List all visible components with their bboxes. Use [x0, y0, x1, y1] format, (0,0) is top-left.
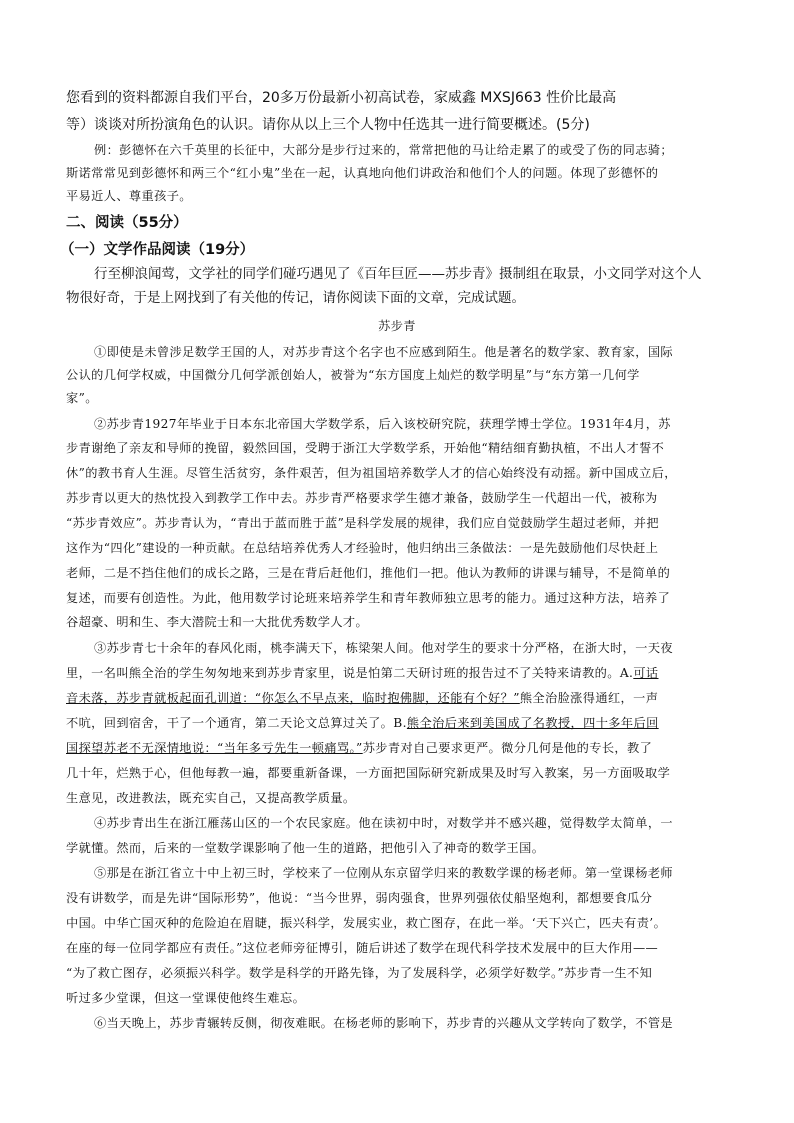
- section-subtitle: （一）文学作品阅读（19分）: [60, 242, 255, 258]
- p3-line-5-text: 苏步青对自己要求更严。微分几何是他的专长，教了: [362, 741, 653, 755]
- example-line-1: 例：彭德怀在六千英里的长征中，大部分是步行过来的，常常把他的马让给走累了的或受了伤的同志骑；: [94, 143, 674, 157]
- p3-line-6: 几十年，烂熟于心，但他每教一遍，都要重新备课，一方面把国际研究新成果及时写入教案，另一方面吸取学: [66, 766, 671, 780]
- example-line-2: 斯诺常常见到彭德怀和两三个“红小鬼”坐在一起，认真地向他们讲政治和他们个人的问题。体现了彭德怀的: [66, 166, 659, 180]
- p3-line-2-underlined: 可话: [633, 666, 659, 680]
- p2-line-5: “苏步青效应”。苏步青认为，“青出于蓝而胜于蓝”是科学发展的规律，我们应自觉鼓励学生超过老师，并把: [66, 516, 659, 530]
- p3-line-4-underlined: 熊全治后来到美国成了名教授，四十多年后回: [406, 716, 659, 730]
- p3-line-4: [66, 713, 730, 733]
- p2-line-2: 步青谢绝了亲友和导师的挽留，毅然回国，受聘于浙江大学数学系，开始他“精结细育勤执植，不出人才誓不: [66, 441, 665, 455]
- intro-line-1: 行至柳浪闻莺，文学社的同学们碰巧遇见了《百年巨匠——苏步青》摄制组在取景，小文同学对这个人: [94, 266, 702, 282]
- p3-line-3-text: 熊全治脸涨得通红，一声: [519, 691, 659, 705]
- p3-line-3: [66, 688, 730, 708]
- header-line-1: 您看到的资料都源自我们平台，20多万份最新小初高试卷，家威鑫 MXSJ663 性价比最高: [66, 90, 617, 106]
- p1-line-1: ①即使是未曾涉足数学王国的人，对苏步青这个名字也不应感到陌生。他是著名的数学家、教育家，国际: [94, 345, 674, 359]
- p3-line-5-underlined: 国探望苏老不无深情地说：“当年多亏先生一顿痛骂。”: [66, 741, 363, 755]
- p2-line-6: 这作为“四化”建设的一种贡献。在总结培养优秀人才经验时，他归纳出三条做法：一是先鼓励他们尽快赶上: [66, 541, 659, 555]
- p6-line-1: ⑥当天晚上，苏步青辗转反侧，彻夜难眠。在杨老师的影响下，苏步青的兴趣从文学转向了数学，不管是: [94, 1016, 674, 1030]
- p4-line-2: 学就懂。然而，后来的一堂数学课影响了他一生的道路，把他引入了神奇的数学王国。: [66, 841, 545, 855]
- p3-line-3-underlined: 音未落，苏步青就板起面孔训道：“你怎么不早点来，临时抱佛脚，还能有个好？”: [66, 691, 520, 705]
- p3-line-2-text: 里，一名叫熊全治的学生匆匆地来到苏步青家里，说是怕第二天研讨班的报告过不了关特来请教的。A.: [66, 666, 634, 680]
- p5-line-3: 中国。中华亡国灭种的危险迫在眉睫，振兴科学，发展实业，救亡图存，在此一举。‘天下兴亡，匹夫有责’。: [66, 916, 667, 930]
- p1-line-2: 公认的几何学权威，中国微分几何学派创始人，被誉为“东方国度上灿烂的数学明星”与“东方第一几何学: [66, 368, 640, 382]
- article-title: 苏步青: [378, 319, 416, 333]
- p2-line-9: 谷超豪、明和生、李大潜院士和一大批优秀数学人才。: [66, 615, 369, 629]
- example-line-3: 平易近人、尊重孩子。: [66, 189, 192, 203]
- section-title: 二、阅读（55分）: [66, 215, 188, 231]
- p5-line-4: 在座的每一位同学都应有责任。”这位老师旁征博引，随后讲述了数学在现代科学技术发展中的巨大作用——: [66, 941, 659, 955]
- p3-line-2: [66, 663, 730, 683]
- p2-line-4: 苏步青以更大的热忱投入到教学工作中去。苏步青严格要求学生德才兼备，鼓励学生一代超出一代，被称为: [66, 491, 658, 505]
- header-line-2: 等）谈谈对所扮演角色的认识。请你从以上三个人物中任选其一进行简要概述。(5分): [66, 117, 590, 133]
- p3-line-4-text: 不吭，回到宿舍，干了一个通宵，第二天论文总算过关了。B.: [66, 716, 407, 730]
- p2-line-7: 老师，二是不挡住他们的成长之路，三是在背后赶他们，推他们一把。他认为教师的讲课与辅导，不是简单的: [66, 566, 671, 580]
- intro-line-2: 物很好奇，于是上网找到了有关他的传记，请你阅读下面的文章，完成试题。: [66, 290, 525, 306]
- p5-line-2: 没有讲数学，而是先讲“国际形势”，他说：“当今世界，弱肉强食，世界列强依仗船坚炮利，都想要食瓜分: [66, 891, 653, 905]
- p1-line-3: 家”。: [66, 391, 98, 405]
- p5-line-5: “为了救亡图存，必须振兴科学。数学是科学的开路先锋，为了发展科学，必须学好数学。”苏步青一生不知: [66, 966, 653, 980]
- p2-line-8: 复述，而要有创造性。为此，他用数学讨论班来培养学生和青年教师独立思考的能力。通过这种方法，培养了: [66, 591, 671, 605]
- p2-line-3: 休”的教书育人生涯。尽管生活贫穷，条件艰苦，但为祖国培养数学人才的信心始终没有动摇。新中国成立后，: [66, 466, 677, 480]
- p3-line-1: ③苏步青七十余年的春风化雨，桃李满天下，栋梁架人间。他对学生的要求十分严格，在浙大时，一天夜: [94, 641, 674, 655]
- p4-line-1: ④苏步青出生在浙江雁荡山区的一个农民家庭。他在读初中时，对数学并不感兴趣，觉得数学太简单，一: [94, 816, 674, 830]
- p3-line-7: 生意见，改进教法，既充实自己，又提高教学质量。: [66, 791, 356, 805]
- p3-line-5: [66, 738, 730, 758]
- p5-line-1: ⑤那是在浙江省立十中上初三时，学校来了一位刚从东京留学归来的教数学课的杨老师。第一堂课杨老师: [94, 866, 674, 880]
- p5-line-6: 听过多少堂课，但这一堂课使他终生难忘。: [66, 991, 306, 1005]
- p2-line-1: ②苏步青1927年毕业于日本东北帝国大学数学系，后入该校研究院，获理学博士学位。1931年4月，苏: [94, 417, 671, 431]
